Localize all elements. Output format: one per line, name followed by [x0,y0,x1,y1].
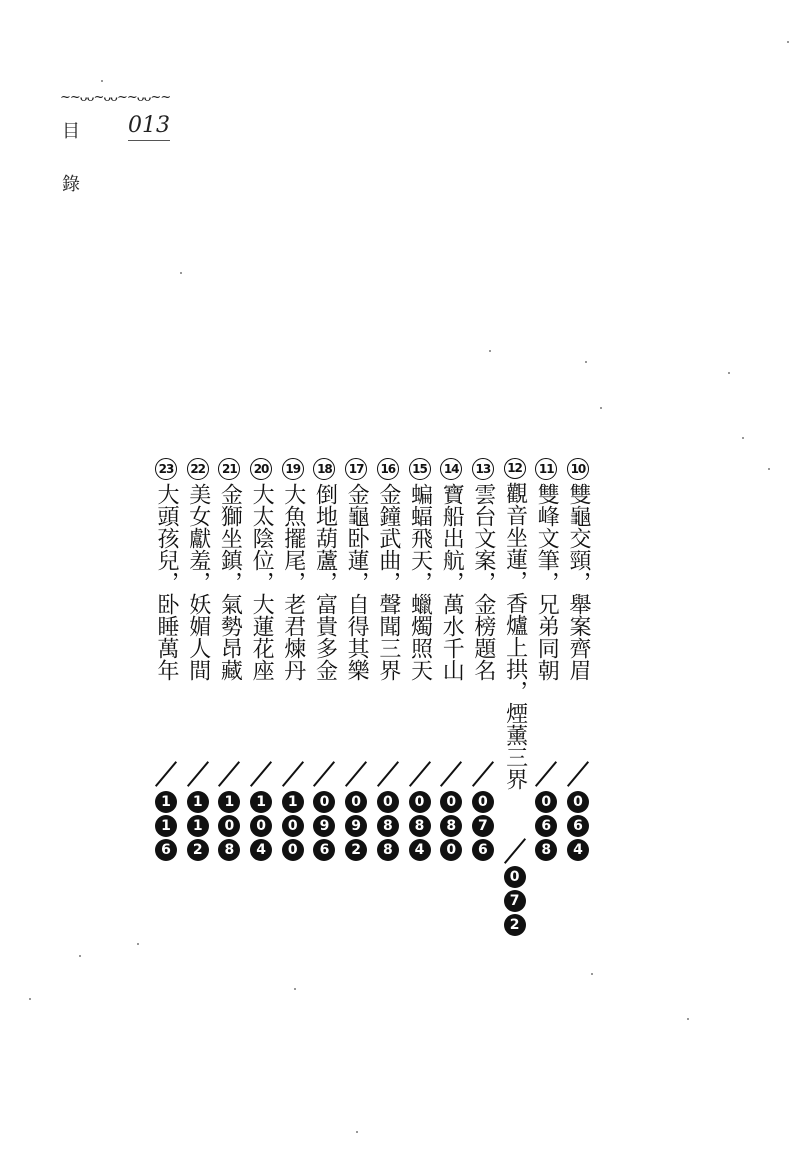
slash-separator [250,760,272,788]
page-digit: 0 [409,791,431,813]
page-digit: 0 [440,839,462,861]
page-digit: 0 [504,866,526,888]
toc-entry [406,458,434,938]
scan-speck [600,407,602,409]
page-digit: 1 [187,791,209,813]
page-digit: 8 [409,815,431,837]
slash-separator [377,760,399,788]
entry-title: 寶船出航，萬水千山 [439,483,465,681]
toc-entry [215,458,243,938]
page-digit: 2 [504,914,526,936]
entry-number-badge: 11 [535,458,557,480]
page-digit: 0 [282,815,304,837]
entry-title: 金獅坐鎮，氣勢昂藏 [217,483,243,681]
entry-number-badge: 23 [155,458,177,480]
slash-separator [282,760,304,788]
toc-entry [247,458,275,938]
page-digit: 0 [282,839,304,861]
toc-entry [564,458,592,938]
slash-separator [504,837,526,863]
toc-entry [279,458,307,938]
entry-title: 大魚擺尾，老君煉丹 [280,483,306,681]
page-number: 013 [128,114,170,141]
entry-title: 雙龜交頸，舉案齊眉 [565,483,591,681]
page-digit: 0 [472,791,494,813]
slash-separator [567,760,589,788]
page-reference [409,791,431,863]
slash-separator [345,760,367,788]
toc-entry [469,458,497,938]
slash-separator [440,760,462,788]
entry-number-badge: 14 [440,458,462,480]
entry-title: 金鐘武曲，聲聞三界 [375,483,401,681]
page-digit: 6 [472,839,494,861]
page-digit: 0 [377,791,399,813]
scan-speck [768,468,770,470]
page-reference [155,791,177,863]
page-reference [313,791,335,863]
scan-speck [687,1018,689,1020]
page-digit: 6 [535,815,557,837]
page-digit: 2 [345,839,367,861]
entry-title: 觀音坐蓮，香爐上拱，煙薰三界 [502,481,528,790]
page-digit: 7 [472,815,494,837]
page-digit: 0 [567,791,589,813]
entry-number-badge: 17 [345,458,367,480]
entry-number-badge: 18 [313,458,335,480]
page-digit: 4 [567,839,589,861]
slash-separator [187,760,209,788]
page-digit: 8 [440,815,462,837]
entry-number-badge: 21 [218,458,240,480]
page-reference [218,791,240,863]
toc-entry [501,458,529,938]
slash-separator [409,760,431,788]
table-of-contents [152,458,592,938]
scan-speck [294,988,296,990]
page-digit: 0 [218,815,240,837]
page-reference [282,791,304,863]
page-digit: 1 [155,815,177,837]
toc-entry [374,458,402,938]
header-char-lu: 錄 [62,174,80,195]
entry-title: 雙峰文筆，兄弟同朝 [534,483,560,681]
slash-separator [155,760,177,788]
scan-speck [101,80,103,82]
page-digit: 8 [218,839,240,861]
entry-title: 倒地葫蘆，富貴多金 [312,483,338,681]
page-digit: 8 [377,839,399,861]
page-reference [472,791,494,863]
page-reference [504,866,526,938]
page-reference [440,791,462,863]
scan-speck [79,955,81,957]
toc-entry [310,458,338,938]
page-digit: 1 [250,791,272,813]
entry-number-badge: 13 [472,458,494,480]
page-digit: 9 [313,815,335,837]
page-digit: 1 [282,791,304,813]
page-digit: 2 [187,839,209,861]
toc-entry [437,458,465,938]
page-digit: 0 [345,791,367,813]
page-reference [187,791,209,863]
header-ornament: ~~ᴗᴗ~ᴗᴗ~~ᴗᴗ~~ [60,91,171,105]
scan-speck [585,361,587,363]
entry-number-badge: 22 [187,458,209,480]
scan-speck [356,1131,358,1133]
toc-entry [184,458,212,938]
entry-number-badge: 12 [504,458,526,479]
header-char-mu: 目 [62,121,80,142]
slash-separator [472,760,494,788]
page-reference [535,791,557,863]
entry-number-badge: 20 [250,458,272,480]
scan-speck [742,437,744,439]
page-digit: 0 [440,791,462,813]
scan-speck [591,973,593,975]
page-digit: 4 [409,839,431,861]
entry-number-badge: 19 [282,458,304,480]
page-digit: 7 [504,890,526,912]
toc-entry [152,458,180,938]
toc-entry [342,458,370,938]
page-digit: 0 [250,815,272,837]
scan-speck [137,943,139,945]
scan-speck [728,372,730,374]
scan-speck [29,998,31,1000]
entry-title: 蝙蝠飛天，蠟燭照天 [407,483,433,681]
entry-title: 金龜卧蓮，自得其樂 [344,483,370,681]
scan-speck [489,350,491,352]
page-digit: 8 [535,839,557,861]
entry-number-badge: 15 [409,458,431,480]
slash-separator [218,760,240,788]
page-digit: 9 [345,815,367,837]
entry-title: 美女獻羞，妖媚人間 [185,483,211,681]
page-digit: 6 [155,839,177,861]
page-digit: 4 [250,839,272,861]
slash-separator [535,760,557,788]
page-reference [345,791,367,863]
page-digit: 0 [535,791,557,813]
toc-entry [532,458,560,938]
page-digit: 6 [313,839,335,861]
page-reference [250,791,272,863]
page-digit: 1 [187,815,209,837]
entry-number-badge: 10 [567,458,589,480]
entry-title: 雲台文案，金榜題名 [470,483,496,681]
page-digit: 6 [567,815,589,837]
page-digit: 0 [313,791,335,813]
scan-speck [180,272,182,274]
page-reference [567,791,589,863]
scan-speck [787,41,789,43]
entry-title: 大頭孩兒，卧睡萬年 [154,483,179,681]
page-reference [377,791,399,863]
entry-title: 大太陰位，大蓮花座 [249,483,275,681]
page-digit: 8 [377,815,399,837]
entry-number-badge: 16 [377,458,399,480]
page-digit: 1 [218,791,240,813]
slash-separator [313,760,335,788]
page-digit: 1 [155,791,177,813]
